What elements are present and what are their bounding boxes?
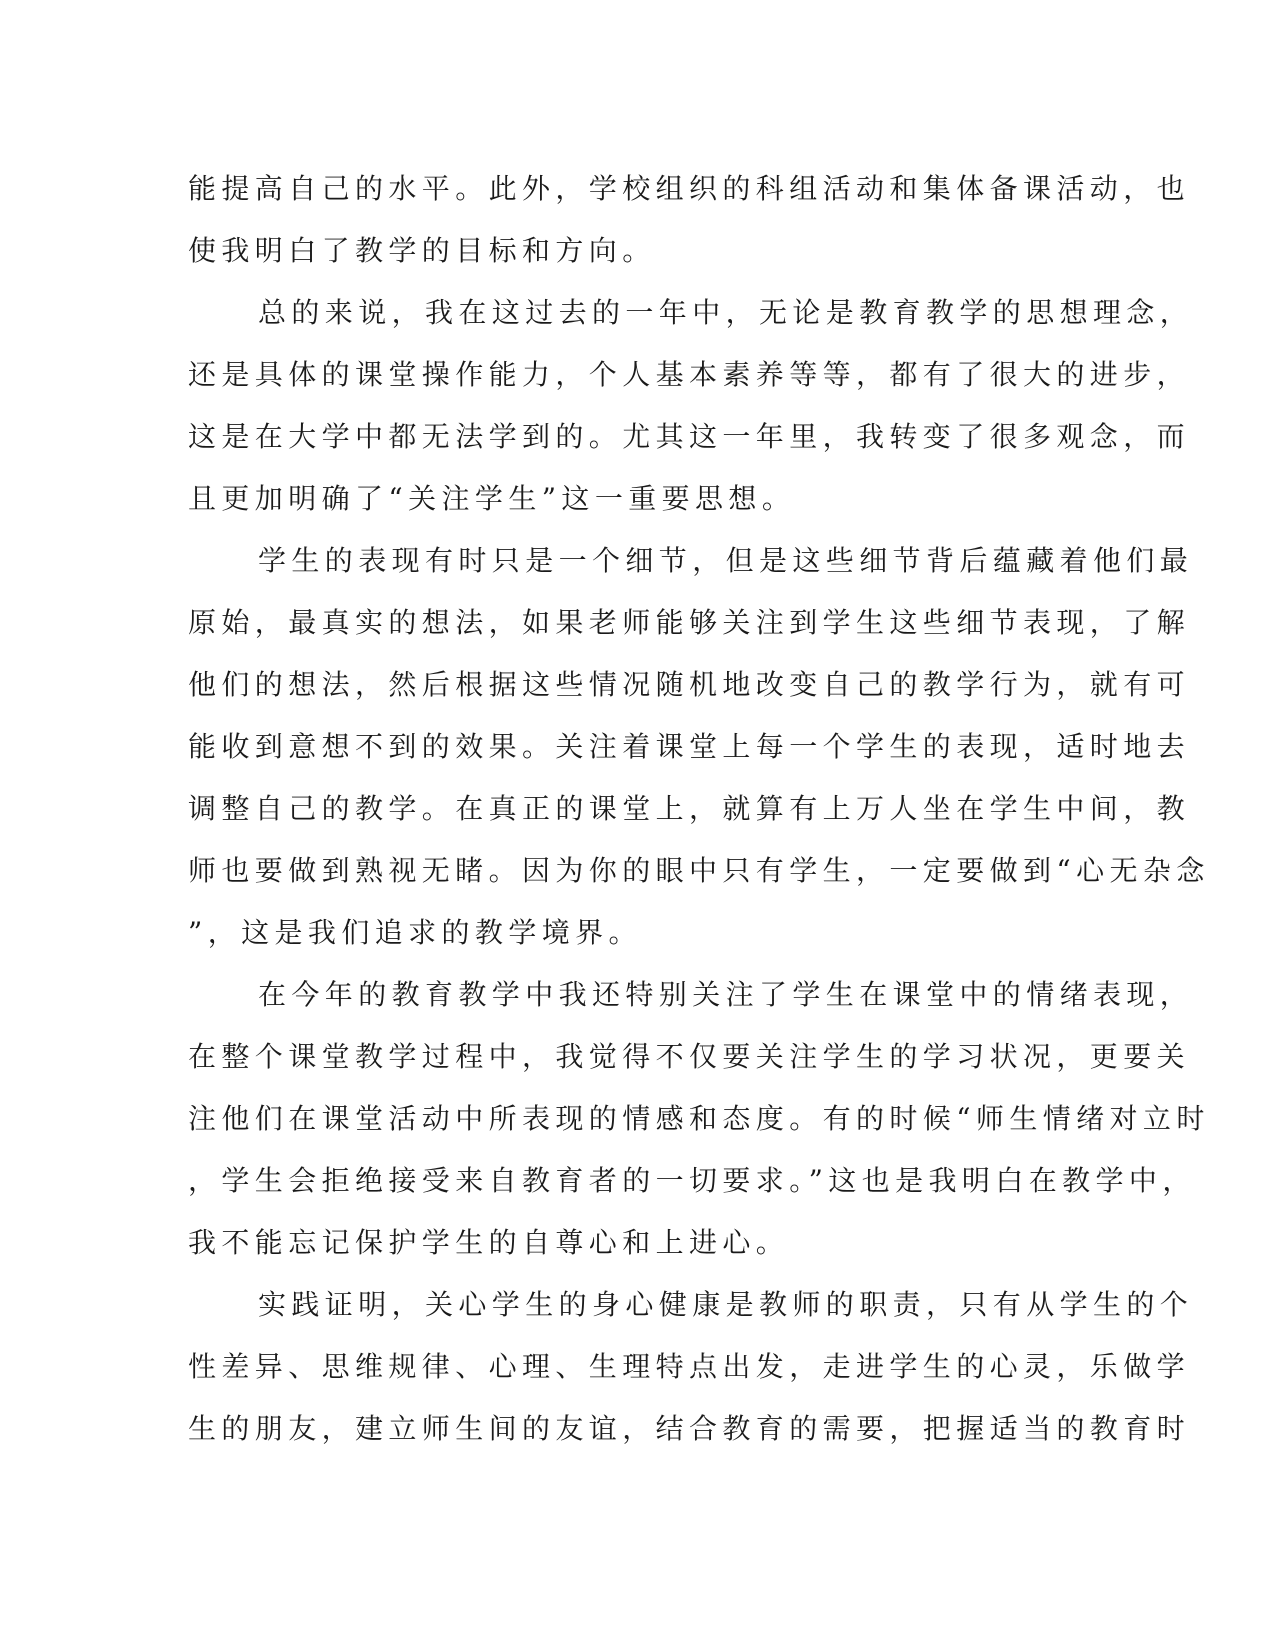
text-line: 生的朋友，建立师生间的友谊，结合教育的需要，把握适当的教育时 — [188, 1412, 1191, 1445]
text-line: 原始，最真实的想法，如果老师能够关注到学生这些细节表现，了解 — [188, 606, 1191, 639]
text-line: 在整个课堂教学过程中，我觉得不仅要关注学生的学习状况，更要关 — [188, 1040, 1191, 1073]
text-line: 能收到意想不到的效果。关注着课堂上每一个学生的表现，适时地去 — [188, 730, 1191, 763]
body-text — [188, 158, 1210, 1460]
paragraph-start-line: 总的来说，我在这过去的一年中，无论是教育教学的思想理念， — [258, 296, 1194, 329]
text-line: 能提高自己的水平。此外，学校组织的科组活动和集体备课活动，也 — [188, 172, 1191, 205]
text-line: ，学生会拒绝接受来自教育者的一切要求。”这也是我明白在教学中， — [188, 1164, 1196, 1197]
paragraph-start-line: 学生的表现有时只是一个细节，但是这些细节背后蕴藏着他们最 — [258, 544, 1194, 577]
paragraph-start-line: 实践证明，关心学生的身心健康是教师的职责，只有从学生的个 — [258, 1288, 1194, 1321]
text-line: 使我明白了教学的目标和方向。 — [188, 234, 656, 267]
text-line: 注他们在课堂活动中所表现的情感和态度。有的时候“师生情绪对立时 — [188, 1102, 1210, 1135]
text-line: ”，这是我们追求的教学境界。 — [188, 916, 642, 949]
text-line: 调整自己的教学。在真正的课堂上，就算有上万人坐在学生中间，教 — [188, 792, 1191, 825]
paragraph-start-line: 在今年的教育教学中我还特别关注了学生在课堂中的情绪表现， — [258, 978, 1194, 1011]
text-line: 他们的想法，然后根据这些情况随机地改变自己的教学行为，就有可 — [188, 668, 1191, 701]
text-line: 这是在大学中都无法学到的。尤其这一年里，我转变了很多观念，而 — [188, 420, 1191, 453]
text-line: 我不能忘记保护学生的自尊心和上进心。 — [188, 1226, 790, 1259]
text-line: 且更加明确了“关注学生”这一重要思想。 — [188, 482, 796, 515]
text-line: 性差异、思维规律、心理、生理特点出发，走进学生的心灵，乐做学 — [188, 1350, 1191, 1383]
text-line: 师也要做到熟视无睹。因为你的眼中只有学生，一定要做到“心无杂念 — [188, 854, 1210, 887]
text-line: 还是具体的课堂操作能力，个人基本素养等等，都有了很大的进步， — [188, 358, 1191, 391]
